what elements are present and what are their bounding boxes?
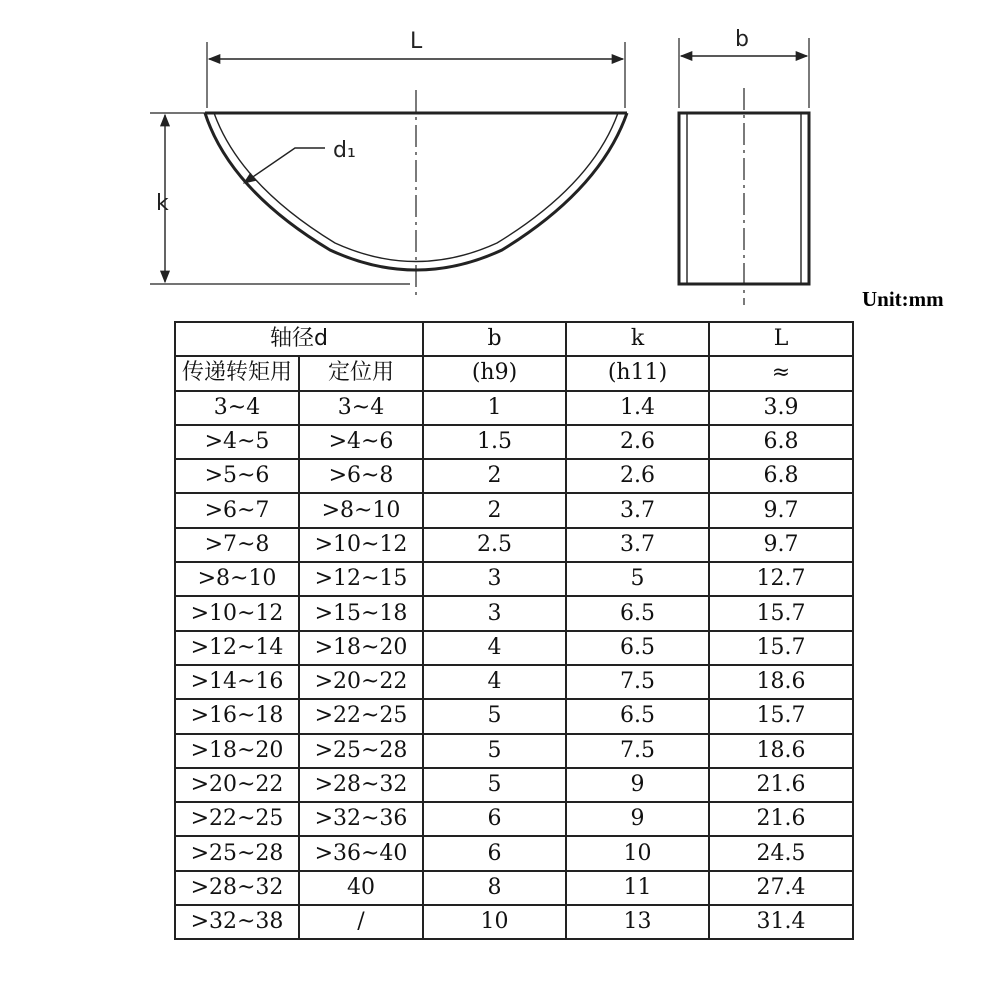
cell-position-range: >18~20 xyxy=(299,631,423,665)
cell-torque-range: >6~7 xyxy=(175,493,299,527)
cell-k: 5 xyxy=(566,562,709,596)
table-row xyxy=(175,665,853,699)
header-row-1 xyxy=(175,322,853,356)
group-header-shaft-diameter: 轴径d xyxy=(175,322,423,356)
cell-torque-range: >25~28 xyxy=(175,836,299,870)
cell-b: 6 xyxy=(423,802,566,836)
cell-position-range: >22~25 xyxy=(299,699,423,733)
cell-l: 9.7 xyxy=(709,528,853,562)
side-view xyxy=(679,38,809,305)
label-l: L xyxy=(410,29,423,54)
sub-header-torque: 传递转矩用 xyxy=(175,356,299,390)
col-header-k: k xyxy=(566,322,709,356)
table-row xyxy=(175,734,853,768)
leader-d1 xyxy=(244,148,325,183)
cell-b: 2 xyxy=(423,459,566,493)
table-row xyxy=(175,459,853,493)
cell-k: 2.6 xyxy=(566,459,709,493)
spec-table-body xyxy=(175,391,853,940)
cell-l: 9.7 xyxy=(709,493,853,527)
cell-b: 3 xyxy=(423,562,566,596)
col-header-l: L xyxy=(709,322,853,356)
cell-torque-range: >20~22 xyxy=(175,768,299,802)
spec-table xyxy=(174,321,854,940)
cell-l: 6.8 xyxy=(709,425,853,459)
cell-l: 15.7 xyxy=(709,631,853,665)
cell-position-range: >12~15 xyxy=(299,562,423,596)
cell-position-range: >4~6 xyxy=(299,425,423,459)
cell-k: 7.5 xyxy=(566,734,709,768)
cell-l: 24.5 xyxy=(709,836,853,870)
cell-k: 2.6 xyxy=(566,425,709,459)
table-row xyxy=(175,905,853,939)
cell-torque-range: 3~4 xyxy=(175,391,299,425)
cell-b: 6 xyxy=(423,836,566,870)
cell-position-range: >25~28 xyxy=(299,734,423,768)
cell-b: 5 xyxy=(423,734,566,768)
cell-position-range: >36~40 xyxy=(299,836,423,870)
cell-l: 15.7 xyxy=(709,699,853,733)
table-row xyxy=(175,631,853,665)
cell-l: 6.8 xyxy=(709,459,853,493)
table-row xyxy=(175,871,853,905)
cell-b: 5 xyxy=(423,768,566,802)
cell-l: 15.7 xyxy=(709,596,853,630)
tolerance-k: (h11) xyxy=(566,356,709,390)
tolerance-b: (h9) xyxy=(423,356,566,390)
cell-b: 4 xyxy=(423,665,566,699)
cell-k: 6.5 xyxy=(566,699,709,733)
cell-k: 10 xyxy=(566,836,709,870)
table-row xyxy=(175,391,853,425)
cell-torque-range: >32~38 xyxy=(175,905,299,939)
cell-position-range: >8~10 xyxy=(299,493,423,527)
cell-k: 13 xyxy=(566,905,709,939)
cell-b: 3 xyxy=(423,596,566,630)
table-row xyxy=(175,596,853,630)
cell-l: 31.4 xyxy=(709,905,853,939)
cell-k: 7.5 xyxy=(566,665,709,699)
cell-k: 3.7 xyxy=(566,493,709,527)
cell-torque-range: >16~18 xyxy=(175,699,299,733)
cell-torque-range: >22~25 xyxy=(175,802,299,836)
cell-l: 27.4 xyxy=(709,871,853,905)
woodruff-key-drawing xyxy=(0,0,1000,320)
sub-header-positioning: 定位用 xyxy=(299,356,423,390)
table-row xyxy=(175,699,853,733)
cell-torque-range: >28~32 xyxy=(175,871,299,905)
label-d1: d₁ xyxy=(333,138,356,163)
table-row xyxy=(175,768,853,802)
cell-position-range: 40 xyxy=(299,871,423,905)
cell-position-range: >32~36 xyxy=(299,802,423,836)
col-header-b: b xyxy=(423,322,566,356)
cell-position-range: >6~8 xyxy=(299,459,423,493)
cell-b: 10 xyxy=(423,905,566,939)
label-b: b xyxy=(735,27,749,52)
cell-position-range: / xyxy=(299,905,423,939)
cell-k: 6.5 xyxy=(566,596,709,630)
tolerance-l: ≈ xyxy=(709,356,853,390)
table-row xyxy=(175,528,853,562)
cell-k: 11 xyxy=(566,871,709,905)
cell-b: 5 xyxy=(423,699,566,733)
unit-label: Unit:mm xyxy=(862,287,944,311)
cell-position-range: >20~22 xyxy=(299,665,423,699)
cell-torque-range: >12~14 xyxy=(175,631,299,665)
cell-l: 21.6 xyxy=(709,768,853,802)
cell-torque-range: >14~16 xyxy=(175,665,299,699)
cell-k: 9 xyxy=(566,768,709,802)
cell-k: 6.5 xyxy=(566,631,709,665)
cell-l: 12.7 xyxy=(709,562,853,596)
cell-torque-range: >10~12 xyxy=(175,596,299,630)
cell-k: 3.7 xyxy=(566,528,709,562)
table-row xyxy=(175,425,853,459)
cell-torque-range: >4~5 xyxy=(175,425,299,459)
cell-b: 1.5 xyxy=(423,425,566,459)
cell-torque-range: >8~10 xyxy=(175,562,299,596)
table-row xyxy=(175,802,853,836)
cell-l: 21.6 xyxy=(709,802,853,836)
cell-b: 1 xyxy=(423,391,566,425)
cell-b: 2.5 xyxy=(423,528,566,562)
table-row xyxy=(175,493,853,527)
cell-torque-range: >5~6 xyxy=(175,459,299,493)
cell-l: 18.6 xyxy=(709,665,853,699)
table-row xyxy=(175,836,853,870)
cell-b: 2 xyxy=(423,493,566,527)
cell-l: 3.9 xyxy=(709,391,853,425)
cell-torque-range: >7~8 xyxy=(175,528,299,562)
cell-position-range: 3~4 xyxy=(299,391,423,425)
cell-l: 18.6 xyxy=(709,734,853,768)
cell-position-range: >15~18 xyxy=(299,596,423,630)
cell-b: 8 xyxy=(423,871,566,905)
cell-b: 4 xyxy=(423,631,566,665)
front-view xyxy=(150,42,627,300)
label-k: k xyxy=(156,191,169,216)
table-row xyxy=(175,562,853,596)
header-row-2 xyxy=(175,356,853,390)
cell-position-range: >10~12 xyxy=(299,528,423,562)
cell-position-range: >28~32 xyxy=(299,768,423,802)
cell-k: 1.4 xyxy=(566,391,709,425)
cell-torque-range: >18~20 xyxy=(175,734,299,768)
cell-k: 9 xyxy=(566,802,709,836)
